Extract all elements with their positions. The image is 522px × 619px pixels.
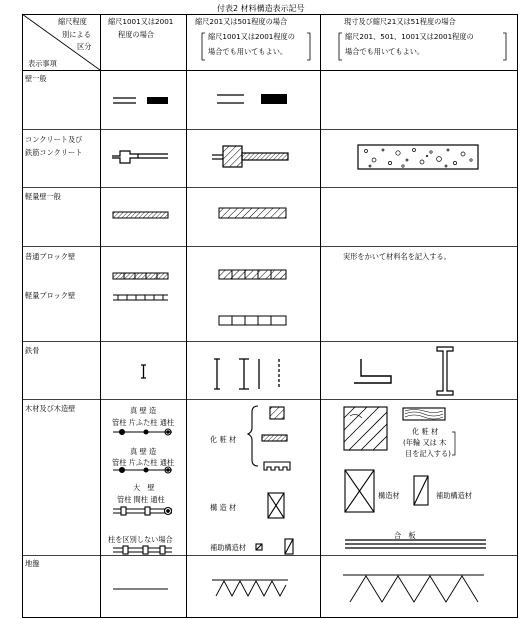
row-label-wood: 木材及び木造壁 bbox=[25, 404, 76, 413]
header-col3-line1: 現寸及び縮尺21又は51程度の場合 bbox=[344, 17, 456, 26]
header-display-items: 表示事項 bbox=[28, 59, 57, 68]
header-col3-line2: 縮尺201、501、1001又は2001程度の bbox=[345, 32, 474, 41]
wood-c3-note-line1: (年輪 又は 木 bbox=[403, 438, 447, 447]
header-scale-group-line2: 別による bbox=[62, 30, 91, 39]
wood-c3-finish-label: 化 粧 材 bbox=[412, 427, 439, 436]
row-label-steel: 鉄骨 bbox=[25, 346, 40, 355]
wood-ookabe-caption: 大 壁 bbox=[133, 483, 155, 492]
header-col2-line3: 場合でも用いてもよい。 bbox=[208, 47, 288, 56]
header-col2-line1: 縮尺201又は501程度の場合 bbox=[195, 17, 288, 26]
wood-finish-material-label: 化 粧 材 bbox=[210, 435, 237, 444]
wood-aux-structural-label: 補助構造材 bbox=[210, 543, 246, 552]
symbol-block-walls bbox=[113, 270, 286, 325]
wood-plywood-label: 合 板 bbox=[394, 531, 416, 540]
header-col1-line1: 縮尺1001又は2001 bbox=[108, 17, 174, 26]
row-label-block-wall: 普通ブロック壁 bbox=[25, 252, 76, 261]
symbol-light-wall bbox=[113, 208, 286, 218]
header-scale-group-line1: 縮尺程度 bbox=[58, 17, 87, 26]
row-label-light-wall: 軽量壁一般 bbox=[25, 192, 61, 201]
header-col2-line2: 縮尺1001又は2001程度の bbox=[208, 32, 295, 41]
symbol-wall-general bbox=[113, 94, 287, 104]
wood-c3-structural-label: 構造材 bbox=[378, 491, 400, 500]
header-col3-line3: 場合でも用いてもよい。 bbox=[345, 47, 425, 56]
wood-shinkabe-columns: 管柱 片ふた柱 通柱 bbox=[112, 418, 175, 427]
row-label-wall-general: 壁一般 bbox=[25, 74, 47, 83]
wood-shinkabe-caption: 真 壁 造 bbox=[130, 406, 157, 415]
row-label-concrete-line1: コンクリート及び bbox=[25, 135, 83, 144]
page-title: 付表2 材料構造表示記号 bbox=[217, 4, 305, 13]
wood-okabe-columns: 管柱 片ふた柱 通柱 bbox=[112, 458, 175, 467]
symbol-wood-col3 bbox=[344, 407, 486, 548]
row-label-ground: 地盤 bbox=[25, 559, 40, 568]
wood-structural-material-label: 構 造 材 bbox=[210, 503, 237, 512]
wood-c3-aux-label: 補助構造材 bbox=[436, 491, 472, 500]
symbol-steel bbox=[141, 347, 453, 395]
symbol-wood-col2 bbox=[248, 406, 293, 554]
wood-c3-note-line2: 目を記入する) bbox=[405, 449, 451, 458]
wood-okabe-caption: 真 壁 造 bbox=[130, 447, 157, 456]
symbol-wood-col1 bbox=[112, 429, 175, 554]
wood-no-distinction-caption: 柱を区別しない場合 bbox=[108, 535, 173, 544]
symbol-ground bbox=[113, 575, 484, 602]
symbol-concrete bbox=[112, 145, 478, 169]
row-label-concrete-line2: 鉄筋コンクリート bbox=[25, 148, 83, 157]
row-label-light-block-wall: 軽量ブロック壁 bbox=[25, 291, 76, 300]
block-wall-note: 実形をかいて材料名を記入する。 bbox=[343, 252, 451, 261]
wood-ookabe-columns: 管柱 間柱 通柱 bbox=[117, 495, 165, 504]
header-col1-line2: 程度の場合 bbox=[118, 30, 154, 39]
header-scale-group-line3: 区分 bbox=[77, 42, 92, 51]
